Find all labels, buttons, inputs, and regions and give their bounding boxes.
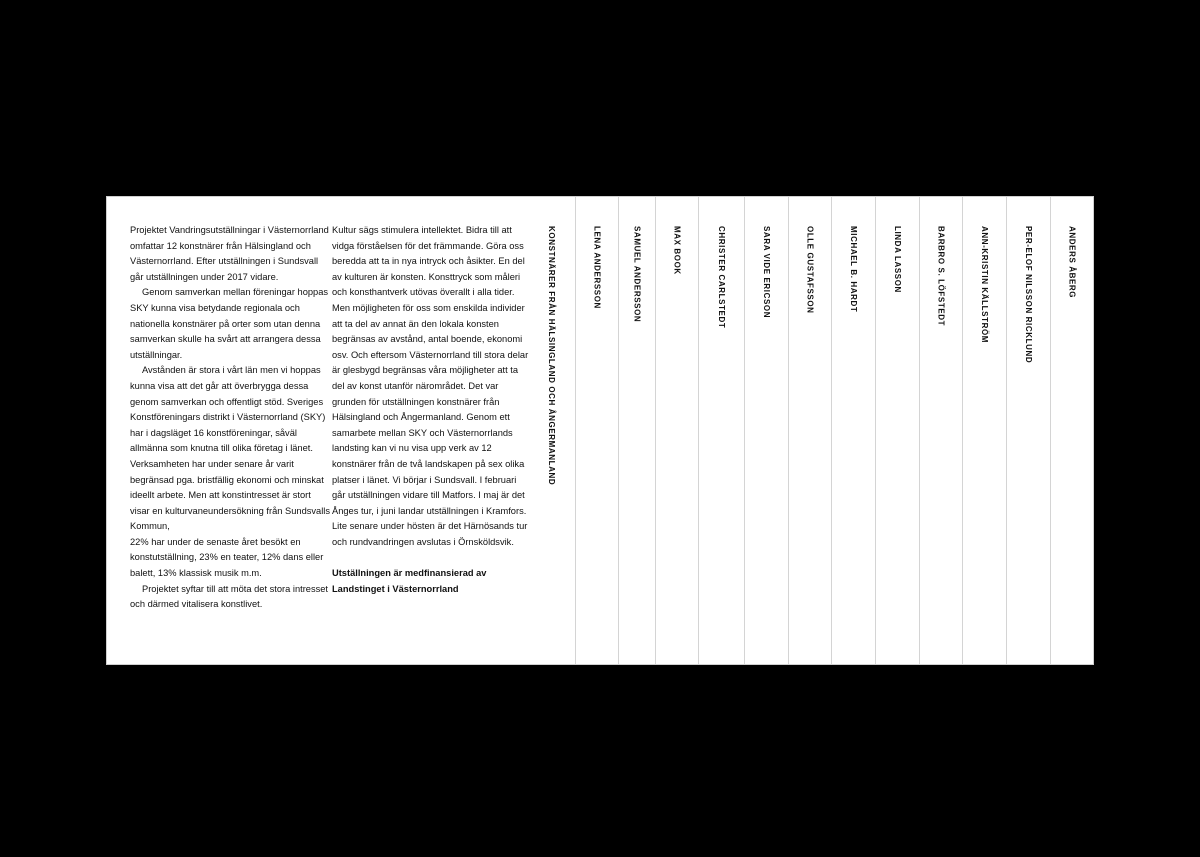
artist-name: LINDA LASSON [893, 226, 902, 293]
section-heading: KONSTNÄRER FRÅN HÄLSINGLAND OCH ÅNGERMANLAND [547, 226, 556, 486]
culture-text-column [332, 223, 532, 597]
paragraph: Projektet syftar till att möta det stora intresset och därmed vitalisera konstlivet. [130, 583, 329, 610]
artist-tab [575, 197, 618, 664]
artist-tab [744, 197, 788, 664]
paragraph: Kultur sägs stimulera intellektet. Bidra till att vidga förståelsen för det främmande. Göra oss beredda att ta in nya intryck och åsikter. En del av kulturen är konsten. Konsttryck som måleri och konsthantverk utövas överallt i alla tider. Men möjligheten för oss som enskilda individer att ta del av annat än den lokala konsten begränsas av avstånd, antal boende, ekonomi osv. Och eftersom Västernorrland till stora delar är glesbygd begränsas våra möjligheter att ta del av konst utanför närområdet. Det var grunden för utställningen konstnärer från Hälsingland och Ångermanland. Genom ett samarbete mellan SKY och Västernorrlands landsting kan vi nu visa upp verk av 12 konstnärer från de två landskapen på sex olika platser i länet. Vi börjar i Sundsvall. I februari går utställningen vidare till Matfors. I maj är det Ånges tur, i juni landar utställningen i Kramfors. Lite senare under hösten är det Härnösands tur och rundvandringen avslutas i Örnsköldsvik. [332, 225, 529, 547]
artist-tab [1050, 197, 1093, 664]
artist-name: MICHAEL B. HARDT [849, 226, 858, 313]
artist-name: CHRISTER CARLSTEDT [717, 226, 726, 329]
artist-name: SARA VIDE ERICSON [762, 226, 771, 319]
artist-tab [962, 197, 1006, 664]
artist-tab [1006, 197, 1050, 664]
artist-tab [618, 197, 655, 664]
artist-name: ANN-KRISTIN KÄLLSTRÖM [980, 226, 989, 344]
paragraph: Genom samverkan mellan föreningar hoppas SKY kunna visa betydande regionala och nationella konstnärer på orter som utan denna samverkan skulle ha svårt att arrangera dessa utställningar. [130, 287, 329, 360]
artist-tab [698, 197, 744, 664]
paragraph: Avstånden är stora i vårt län men vi hoppas kunna visa att det går att överbrygga dessa genom samverkan och offentligt stöd. Sveriges Konstföreningars distrikt i Västernorrland (SKY) har i dagsläget 16 konstföreningar, såväl allmänna som knutna till olika företag i länet. Verksamheten har under senare år varit begränsad pga. bristfällig ekonomi och minskat ideellt arbete. Men att konstintresset är stort visar en kulturvaneundersökning från Sundsvalls Kommun, [130, 365, 330, 532]
artist-tab [655, 197, 698, 664]
intro-text-column [130, 223, 330, 613]
funding-note: Utställningen är medfinansierad av Landstinget i Västernorrland [332, 568, 487, 594]
artist-name: ANDERS ÅBERG [1067, 226, 1077, 299]
artist-tab [788, 197, 831, 664]
artist-name: LENA ANDERSSON [592, 226, 602, 309]
artist-name: BARBRO S. LÖFSTEDT [936, 226, 946, 327]
artist-name: PER-ELOF NILSSON RICKLUND [1024, 226, 1033, 364]
artist-name: MAX BOOK [672, 226, 682, 275]
artist-name: OLLE GUSTAFSSON [805, 226, 815, 314]
artist-name: SAMUEL ANDERSSON [632, 226, 642, 323]
catalog-spread [106, 196, 1094, 665]
paragraph: Projektet Vandringsutställningar i Västernorrland omfattar 12 konstnärer från Hälsingland och Västernorrland. Efter utställningen i Sundsvall går utställningen under 2017 vidare. [130, 225, 329, 282]
artist-tab [919, 197, 962, 664]
paragraph: 22% har under de senaste året besökt en konstutställning, 23% en teater, 12% dans eller balett, 13% klassisk musik m.m. [130, 536, 324, 579]
artist-tab [875, 197, 919, 664]
artist-tab [831, 197, 875, 664]
